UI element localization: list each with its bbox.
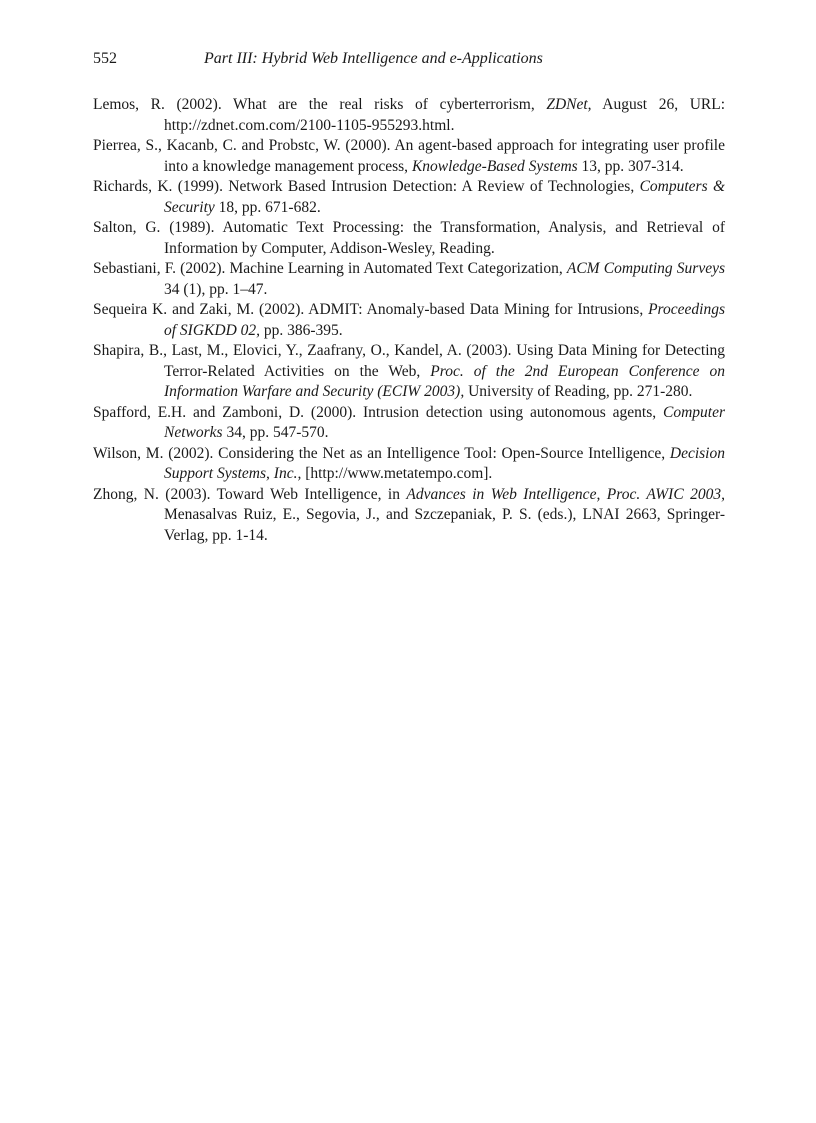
reference-italic-text: ZDNet, <box>546 96 592 113</box>
reference-italic-text: Computers & Security <box>164 178 726 216</box>
reference-text: Wilson, M. (2002). Considering the Net as an Intelligence Tool: Open-Source Intelligence, <box>93 444 670 462</box>
reference-text: [http://www.metatempo.com]. <box>301 465 493 482</box>
reference-italic-text: Proc. of the 2nd European Conference on Information Warfare and Security (ECIW 2003), <box>164 362 725 400</box>
reference-text: Sequeira K. and Zaki, M. (2002). ADMIT: Anomaly-based Data Mining for Intrusions, <box>93 301 649 318</box>
reference-italic-text: Knowledge-Based Systems <box>411 157 578 175</box>
reference-text: Zhong, N. (2003). Toward Web Intelligence, in <box>93 485 407 503</box>
reference-text: Spafford, E.H. and Zamboni, D. (2000). Intrusion detection using autonomous agents, <box>93 403 663 421</box>
reference-text: Shapira, B., Last, M., Elovici, Y., Zaafrany, O., Kandel, A. (2003). Using Data Mining for Detecting Terror-Related Activities on the Web, <box>93 342 725 380</box>
reference-entry <box>93 341 725 403</box>
reference-italic-text: ACM Computing Surveys <box>566 260 725 277</box>
reference-entry <box>93 177 725 218</box>
reference-text: pp. 386-395. <box>260 321 343 339</box>
page-number: 552 <box>93 50 117 67</box>
reference-list <box>93 95 725 546</box>
reference-text: 34, pp. 547-570. <box>222 424 329 441</box>
reference-text: 13, pp. 307-314. <box>577 157 684 175</box>
reference-text: Richards, K. (1999). Network Based Intrusion Detection: A Review of Technologies, <box>93 178 640 195</box>
reference-entry <box>93 403 725 444</box>
reference-text: Lemos, R. (2002). What are the real risks of cyberterrorism, <box>93 96 547 113</box>
reference-text: Pierrea, S., Kacanb, C. and Probstc, W. (2000). An agent-based approach for integrating user profile into a knowledge management process, <box>93 137 725 175</box>
reference-entry <box>93 444 725 485</box>
reference-entry <box>93 95 725 136</box>
reference-text: Menasalvas Ruiz, E., Segovia, J., and Szczepaniak, P. S. (eds.), LNAI 2663, Springer-Verlag, pp. 1-14. <box>164 506 725 544</box>
reference-text: 18, pp. 671-682. <box>214 198 321 216</box>
reference-text: August 26, URL: http://zdnet.com.com/2100-1105-955293.html. <box>164 96 726 134</box>
reference-entry <box>93 218 725 259</box>
reference-italic-text: Decision Support Systems, Inc., <box>164 444 725 482</box>
reference-italic-text: Advances in Web Intelligence, Proc. AWIC 2003, <box>406 485 725 503</box>
reference-text: 34 (1), pp. 1–47. <box>164 280 268 298</box>
reference-entry <box>93 259 725 300</box>
reference-italic-text: Proceedings of SIGKDD 02, <box>164 301 725 339</box>
reference-text: University of Reading, pp. 271-280. <box>464 383 693 400</box>
reference-text: Sebastiani, F. (2002). Machine Learning in Automated Text Categorization, <box>93 260 567 277</box>
reference-entry <box>93 300 725 341</box>
reference-italic-text: Computer Networks <box>164 403 725 441</box>
reference-entry <box>93 485 725 547</box>
reference-entry <box>93 136 725 177</box>
running-title: Part III: Hybrid Web Intelligence and e-Applications <box>204 50 543 67</box>
reference-text: Salton, G. (1989). Automatic Text Processing: the Transformation, Analysis, and Retrieval of Information by Computer, Addison-Wesley, Reading. <box>93 219 725 257</box>
